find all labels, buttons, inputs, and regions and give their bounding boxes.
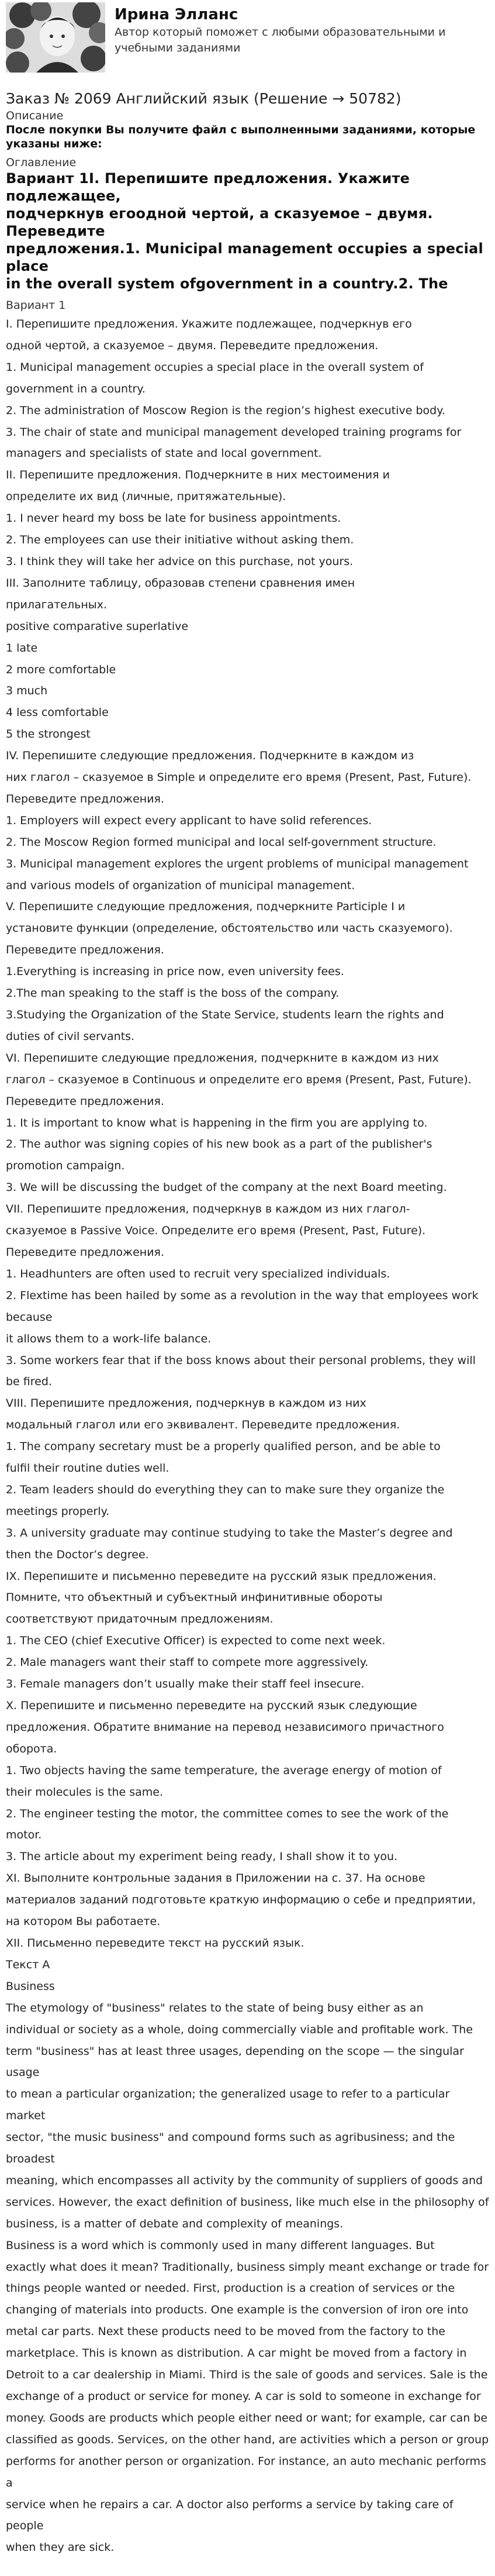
document-text-line: Переведите предложения.	[6, 943, 165, 957]
document-text-line: 3. Female managers don’t usually make their staff feel insecure.	[6, 1678, 365, 1691]
document-text-line: promotion campaign.	[6, 1159, 125, 1173]
document-text-line: 1. It is important to know what is happening in the firm you are applying to.	[6, 1116, 428, 1129]
document-text-line: 2. Team leaders should do everything they can to make sure they organize the	[6, 1483, 445, 1496]
document-text-line: VII. Перепишите предложения, подчеркнув в каждом из них глагол-	[6, 1203, 410, 1216]
document-text-line: них глагол – сказуемое в Simple и определите его время (Present, Past, Future).	[6, 771, 472, 784]
document-text-line: IX. Перепишите и письменно переведите на русский язык предложения.	[6, 1569, 437, 1583]
document-text-line: service when he repairs a car. A doctor also performs a service by taking care of	[6, 2498, 454, 2511]
avatar-icon	[6, 2, 105, 73]
document-text-line: a	[6, 2476, 13, 2489]
document-content	[6, 314, 489, 2558]
document-text-line: глагол – сказуемое в Continuous и определите его время (Present, Past, Future).	[6, 1073, 472, 1086]
document-text-line: sector, "the music business" and compound forms such as agribusiness; and the	[6, 2131, 455, 2144]
document-text-line: оборота.	[6, 1742, 57, 1755]
document-text-line: The etymology of "business" relates to the state of being busy either as an	[6, 2001, 424, 2014]
document-text-line: 2. Male managers want their staff to compete more aggressively.	[6, 1656, 369, 1669]
document-text-line: 2. The engineer testing the motor, the committee comes to see the work of the	[6, 1807, 449, 1820]
document-text-line: V. Перепишите следующие предложения, подчеркните Participle I и	[6, 900, 406, 914]
document-text-line: individual or society as a whole, doing commercially viable and profitable work. The	[6, 2023, 473, 2036]
document-text-line: services. However, the exact definition of business, like much else in the philosophy of	[6, 2195, 489, 2209]
document-text-line: broadest	[6, 2153, 55, 2166]
document-text-line: fulfil their routine duties well.	[6, 1462, 169, 1475]
document-text-line: одной чертой, а сказуемое – двумя. Переведите предложения.	[6, 339, 379, 352]
author-avatar	[6, 2, 105, 73]
document-text-line: 3 much	[6, 684, 48, 698]
document-text-line: 3. I think they will take her advice on this purchase, not yours.	[6, 555, 354, 568]
document-text-line: 3. The chair of state and municipal management developed training programs for	[6, 425, 462, 439]
variant-label: Вариант 1	[6, 299, 66, 312]
author-name: Ирина Элланс	[115, 6, 238, 23]
document-text-line: X. Перепишите и письменно переведите на русский язык следующие	[6, 1699, 417, 1712]
purchase-note-line: После покупки Вы получите файл с выполненными заданиями, которые	[6, 123, 476, 136]
document-text-line: government in a country.	[6, 382, 146, 395]
document-text-line: market	[6, 2109, 46, 2123]
document-text-line: managers and specialists of state and local government.	[6, 447, 322, 460]
document-text-line: 2.The man speaking to the staff is the boss of the company.	[6, 987, 340, 1000]
document-text-line: metal car parts. Next these products need to be moved from the factory to the	[6, 2325, 445, 2339]
document-text-line: соответствуют придаточным предложениям.	[6, 1613, 274, 1626]
document-text-line: exchange of a product or service for money. A car is sold to someone in exchange for	[6, 2390, 481, 2403]
purchase-note-line: указаны ниже:	[6, 137, 102, 150]
toc-heading-line: in the overall system ofgovernment in a country.2. The	[6, 275, 448, 292]
document-text-line: their molecules is the same.	[6, 1785, 164, 1799]
document-text-line: Текст А	[6, 1958, 50, 1971]
document-text-line: 1. I never heard my boss be late for business appointments.	[6, 512, 341, 525]
document-text-line: определите их вид (личные, притяжательные).	[6, 490, 286, 504]
document-text-line: сказуемое в Passive Voice. Определите его время (Present, Past, Future).	[6, 1224, 426, 1238]
document-text-line: Переведите предложения.	[6, 1094, 165, 1108]
document-text-line: Detroit to a car dealership in Miami. Third is the sale of goods and services. Sale is the	[6, 2368, 488, 2382]
document-text-line: 1. Two objects having the same temperature, the average energy of motion of	[6, 1764, 442, 1777]
author-info	[105, 2, 477, 56]
document-text-line: I. Перепишите предложения. Укажите подлежащее, подчеркнув его	[6, 318, 412, 330]
document-text-line: 2 more comfortable	[6, 663, 116, 676]
document-text-line: XII. Письменно переведите текст на русский язык.	[6, 1936, 304, 1950]
document-text-line: 1.Everything is increasing in price now, even university fees.	[6, 965, 344, 979]
document-text-line: модальный глагол или его эквивалент. Переведите предложения.	[6, 1418, 400, 1432]
document-text-line: 3. We will be discussing the budget of the company at the next Board meeting.	[6, 1181, 447, 1194]
toc-heading-line: подчеркнув егоодной чертой, а сказуемое – двумя. Переведите	[6, 205, 433, 239]
document-text-line: III. Заполните таблицу, образовав степени сравнения имен	[6, 576, 355, 590]
document-text-line: positive comparative superlative	[6, 619, 189, 633]
document-text-line: 2. The administration of Moscow Region is the region’s highest executive body.	[6, 404, 445, 417]
document-text-line: performs for another person or organization. For instance, an auto mechanic performs	[6, 2454, 486, 2468]
document-text-line: IV. Перепишите следующие предложения. Подчеркните в каждом из	[6, 749, 414, 763]
document-text-line: на котором Вы работаете.	[6, 1915, 161, 1928]
document-text-line: changing of materials into products. One example is the conversion of iron ore into	[6, 2303, 469, 2317]
document-text-line: then the Doctor’s degree.	[6, 1548, 149, 1561]
document-text-line: II. Перепишите предложения. Подчеркните в них местоимения и	[6, 469, 390, 482]
document-text-line: предложения. Обратите внимание на перевод независимого причастного	[6, 1720, 444, 1734]
document-text-line: 1. Employers will expect every applicant to have solid references.	[6, 814, 372, 827]
document-text-line: meaning, which encompasses all activity by the community of suppliers of goods and	[6, 2174, 483, 2187]
document-text-line: usage	[6, 2066, 40, 2079]
document-text-line: things people wanted or needed. First, production is a creation of services or the	[6, 2282, 455, 2295]
document-text-line: classified as goods. Services, on the other hand, are activities which a person or group	[6, 2433, 489, 2446]
document-text-line: 3. A university graduate may continue studying to take the Master’s degree and	[6, 1526, 453, 1540]
document-text-line: business, is a matter of debate and complexity of meanings.	[6, 2217, 344, 2230]
document-text-line: Business	[6, 1979, 55, 1993]
author-header	[6, 0, 489, 76]
document-text-line: 1. The company secretary must be a properly qualified person, and be able to	[6, 1440, 441, 1454]
toc-heading-line: предложения.1. Municipal management occupies a special place	[6, 240, 483, 274]
document-text-line: 2. Flextime has been hailed by some as a revolution in the way that employees work	[6, 1289, 479, 1302]
document-text-line: motor.	[6, 1828, 42, 1842]
document-text-line: meetings properly.	[6, 1504, 110, 1518]
document-text-line: 1. Headhunters are often used to recruit very specialized individuals.	[6, 1267, 390, 1280]
document-text-line: and various models of organization of municipal management.	[6, 879, 355, 892]
document-text-line: be fired.	[6, 1375, 52, 1389]
document-text-line: XI. Выполните контрольные задания в Приложении на с. 37. На основе	[6, 1872, 425, 1885]
document-text-line: marketplace. This is known as distribution. A car might be moved from a factory in	[6, 2347, 467, 2360]
document-text-line: 2. The employees can use their initiative without asking them.	[6, 533, 354, 547]
document-text-line: установите функции (определение, обстоятельство или часть сказуемого).	[6, 922, 453, 935]
document-text-line: VIII. Перепишите предложения, подчеркнув в каждом из них	[6, 1397, 366, 1410]
document-text-line: Business is a word which is commonly used in many different languages. But	[6, 2238, 435, 2252]
document-text-line: 1. Municipal management occupies a special place in the overall system of	[6, 360, 424, 374]
document-text-line: 3. The article about my experiment being ready, I shall show it to you.	[6, 1850, 398, 1864]
document-text-line: Переведите предложения.	[6, 1245, 165, 1259]
description-label: Описание	[6, 109, 64, 122]
document-text-line: 2. The author was signing copies of his new book as a part of the publisher's	[6, 1138, 432, 1151]
document-text-line: 1 late	[6, 641, 38, 655]
document-text-line: материалов заданий подготовьте краткую информацию о себе и предприятии,	[6, 1893, 476, 1907]
document-text-line: duties of civil servants.	[6, 1029, 135, 1043]
toc-heading	[6, 170, 489, 292]
document-text-line: 5 the strongest	[6, 728, 91, 741]
document-text-line: because	[6, 1310, 53, 1324]
document-text-line: people	[6, 2519, 44, 2533]
document-text-line: VI. Перепишите следующие предложения, подчеркните в каждом из них	[6, 1051, 439, 1065]
author-description-line: Автор который поможет с любыми образовательными и	[115, 26, 446, 39]
document-text-line: when they are sick.	[6, 2541, 115, 2554]
document-text-line: exactly what does it mean? Traditionally, business simply meant exchange or trade for	[6, 2260, 489, 2274]
document-text-line: money. Goods are products which people either need or want; for example, car can be	[6, 2411, 488, 2425]
document-text-line: 3. Some workers fear that if the boss knows about their personal problems, they will	[6, 1354, 476, 1367]
order-title: Заказ № 2069 Английский язык (Решение → 50782)	[6, 90, 401, 107]
toc-heading-line: Вариант 1I. Перепишите предложения. Укажите подлежащее,	[6, 170, 410, 204]
document-text-line: 2. The Moscow Region formed municipal and local self-government structure.	[6, 835, 437, 849]
document-text-line: 1. The CEO (chief Executive Officer) is expected to come next week.	[6, 1634, 386, 1648]
document-text-line: Помните, что объектный и субъектный инфинитивные обороты	[6, 1591, 383, 1604]
document-text-line: term "business" has at least three usages, depending on the scope — the singular	[6, 2044, 464, 2058]
document-text-line: 3. Municipal management explores the urgent problems of municipal management	[6, 857, 469, 870]
author-description-line: учебными заданиями	[115, 42, 241, 54]
toc-label: Оглавление	[6, 156, 77, 169]
document-text-line: to mean a particular organization; the generalized usage to refer to a particular	[6, 2088, 450, 2101]
document-text-line: 4 less comfortable	[6, 706, 109, 719]
document-text-line: прилагательных.	[6, 598, 108, 611]
document-text-line: it allows them to a work-life balance.	[6, 1332, 212, 1345]
document-text-line: Переведите предложения.	[6, 792, 165, 805]
document-text-line: 3.Studying the Organization of the State Service, students learn the rights and	[6, 1008, 444, 1021]
